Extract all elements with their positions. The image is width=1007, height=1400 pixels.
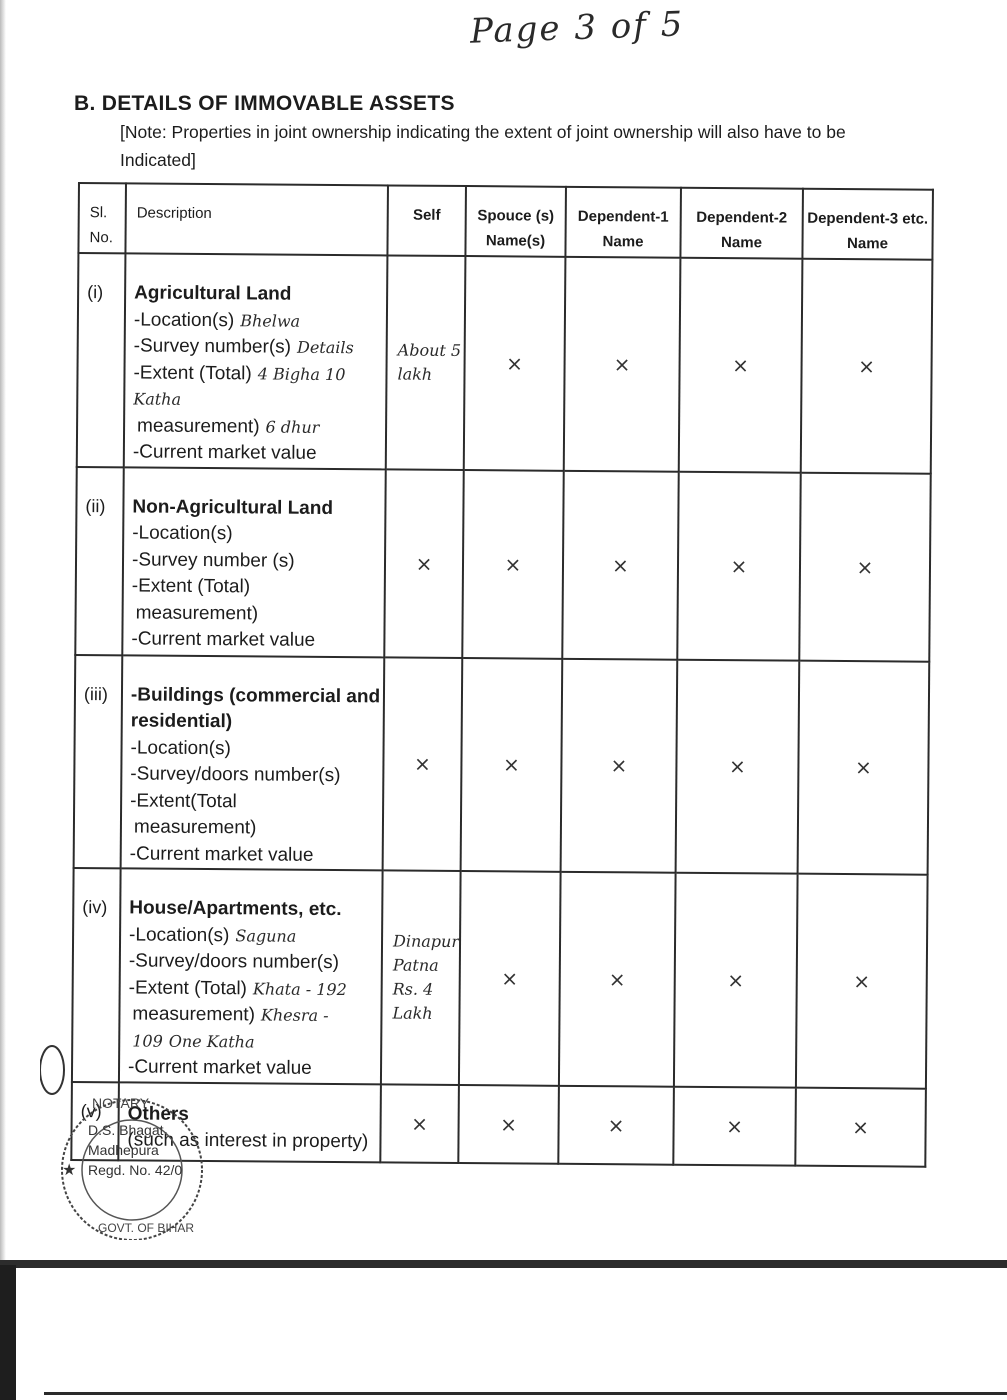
cell-dependent-2: × — [677, 471, 800, 660]
scan-edge-bottom — [44, 1392, 1007, 1395]
handwritten-khata: Khata - 192 — [252, 978, 347, 999]
handwritten-khesra: Khesra - 109 — [132, 1005, 329, 1051]
row-line: -Current market value — [132, 441, 317, 464]
col-header-dependent-2: Dependent-2 Name — [680, 188, 803, 259]
cell-spouce: × — [458, 1085, 559, 1164]
col-header-sl: Sl. No. — [78, 183, 126, 253]
handwritten-area: One Katha — [168, 1031, 255, 1051]
immovable-assets-table — [70, 182, 934, 1167]
row-sl: (iii) — [74, 654, 123, 868]
row-title: Non-Agricultural Land — [132, 495, 334, 519]
col-header-self: Self — [387, 185, 466, 256]
row-line: -Location(s) — [130, 736, 231, 759]
table-row — [75, 466, 930, 661]
row-line: measurement) — [133, 816, 257, 839]
row-line: -Current market value — [127, 1056, 312, 1079]
row-sl: (i) — [77, 253, 126, 467]
row-line: -Extent (Total) 4 Bigha 10 Katha — [133, 361, 346, 409]
stamp-line-2: Madhepura — [88, 1142, 159, 1158]
col-header-dependent-1: Dependent-1 Name — [565, 187, 681, 258]
row-title: House/Apartments, etc. — [129, 897, 342, 921]
cell-dependent-1: × — [559, 872, 676, 1086]
cell-dependent-3: × — [795, 1087, 926, 1166]
cell-self: About 5 lakh — [386, 255, 466, 469]
row-line: -Extent (Total) Khata - 192 — [128, 976, 347, 999]
stamp-line-1: D.S. Bhagat — [88, 1122, 164, 1138]
row-description — [121, 655, 385, 871]
stamp-line-3: Regd. No. 42/0 — [88, 1162, 183, 1178]
row-line: -Location(s) Bhelwa — [133, 308, 301, 331]
row-title: Agricultural Land — [134, 282, 292, 305]
table-header-row — [78, 183, 933, 260]
cell-spouce: × — [462, 470, 563, 659]
row-line: (such as interest in property) — [127, 1129, 369, 1153]
row-line: -Extent (Total) — [131, 575, 251, 598]
row-line: -Survey/doors number(s) — [130, 763, 341, 787]
row-line: -Survey number(s) Details — [133, 335, 354, 358]
stamp-ring-top: NOTARY — [92, 1095, 150, 1111]
stamp-text — [88, 1120, 182, 1180]
section-note: [Note: Properties in joint ownership indicating the extent of joint ownership will also have to be Indicated] — [120, 122, 846, 170]
cell-self: Dinapur Patna Rs. 4 Lakh — [381, 870, 461, 1084]
row-sl: (ii) — [75, 466, 123, 654]
row-line: -Survey/doors number(s) — [128, 950, 340, 974]
cell-dependent-3: × — [799, 472, 930, 661]
row-description — [124, 253, 388, 469]
section-title: B. DETAILS OF IMMOVABLE ASSETS — [74, 92, 455, 115]
col-header-dependent-3: Dependent-3 etc. Name — [802, 189, 933, 260]
handwritten-location: Bhelwa — [240, 310, 301, 331]
handwritten-measurement: 6 dhur — [265, 416, 320, 437]
cell-dependent-2: × — [676, 659, 800, 873]
row-description — [122, 467, 385, 657]
cell-dependent-3: × — [798, 660, 930, 875]
table-row — [74, 654, 930, 874]
cell-dependent-2: × — [679, 258, 803, 472]
row-line: -Location(s) Saguna — [129, 923, 297, 946]
row-sl: (v) — [71, 1081, 119, 1159]
cell-self: × — [380, 1084, 459, 1163]
row-line: -Current market value — [129, 842, 314, 866]
row-title: -Buildings (commercial and residential) — [130, 683, 381, 733]
stamp-ring-bottom: GOVT. OF BIHAR — [98, 1221, 195, 1235]
row-line: -Current market value — [131, 628, 316, 651]
row-sl: (iv) — [72, 868, 121, 1082]
cell-dependent-1: × — [564, 257, 681, 471]
row-line: -Extent(Total — [130, 789, 237, 812]
row-line: measurement) — [135, 601, 259, 624]
cell-dependent-3: × — [796, 874, 928, 1089]
row-line: measurement) Khesra - 109 One Katha — [132, 1003, 329, 1051]
cell-dependent-1: × — [561, 658, 678, 872]
svg-text:★: ★ — [62, 1160, 77, 1179]
page-number-note: Page 3 of 5 — [469, 4, 685, 52]
cell-dependent-1: × — [562, 470, 678, 659]
row-title: Others — [127, 1102, 190, 1125]
scan-edge — [0, 0, 6, 1260]
row-line: measurement) 6 dhur — [137, 414, 320, 437]
cell-spouce: × — [464, 256, 566, 470]
scan-edge-band — [0, 1260, 1007, 1268]
cell-dependent-3: × — [801, 259, 933, 474]
cell-self: × — [384, 469, 463, 658]
cell-dependent-1: × — [558, 1085, 674, 1164]
row-line: -Location(s) — [132, 522, 233, 545]
col-header-description: Description — [125, 183, 388, 255]
cell-self: × — [383, 657, 463, 871]
handwritten-location: Saguna — [235, 925, 297, 946]
cell-spouce: × — [459, 871, 561, 1085]
handwritten-survey: Details — [296, 337, 354, 358]
cell-spouce: × — [461, 658, 563, 872]
cell-dependent-2: × — [673, 1086, 796, 1165]
col-header-spouce: Spouce (s) Name(s) — [465, 186, 566, 257]
scan-edge-left — [0, 1265, 16, 1400]
table-row — [77, 253, 933, 473]
handwritten-extent: 4 Bigha 10 Katha — [133, 363, 346, 409]
row-line: -Survey number (s) — [131, 548, 295, 572]
cell-dependent-2: × — [674, 873, 798, 1087]
